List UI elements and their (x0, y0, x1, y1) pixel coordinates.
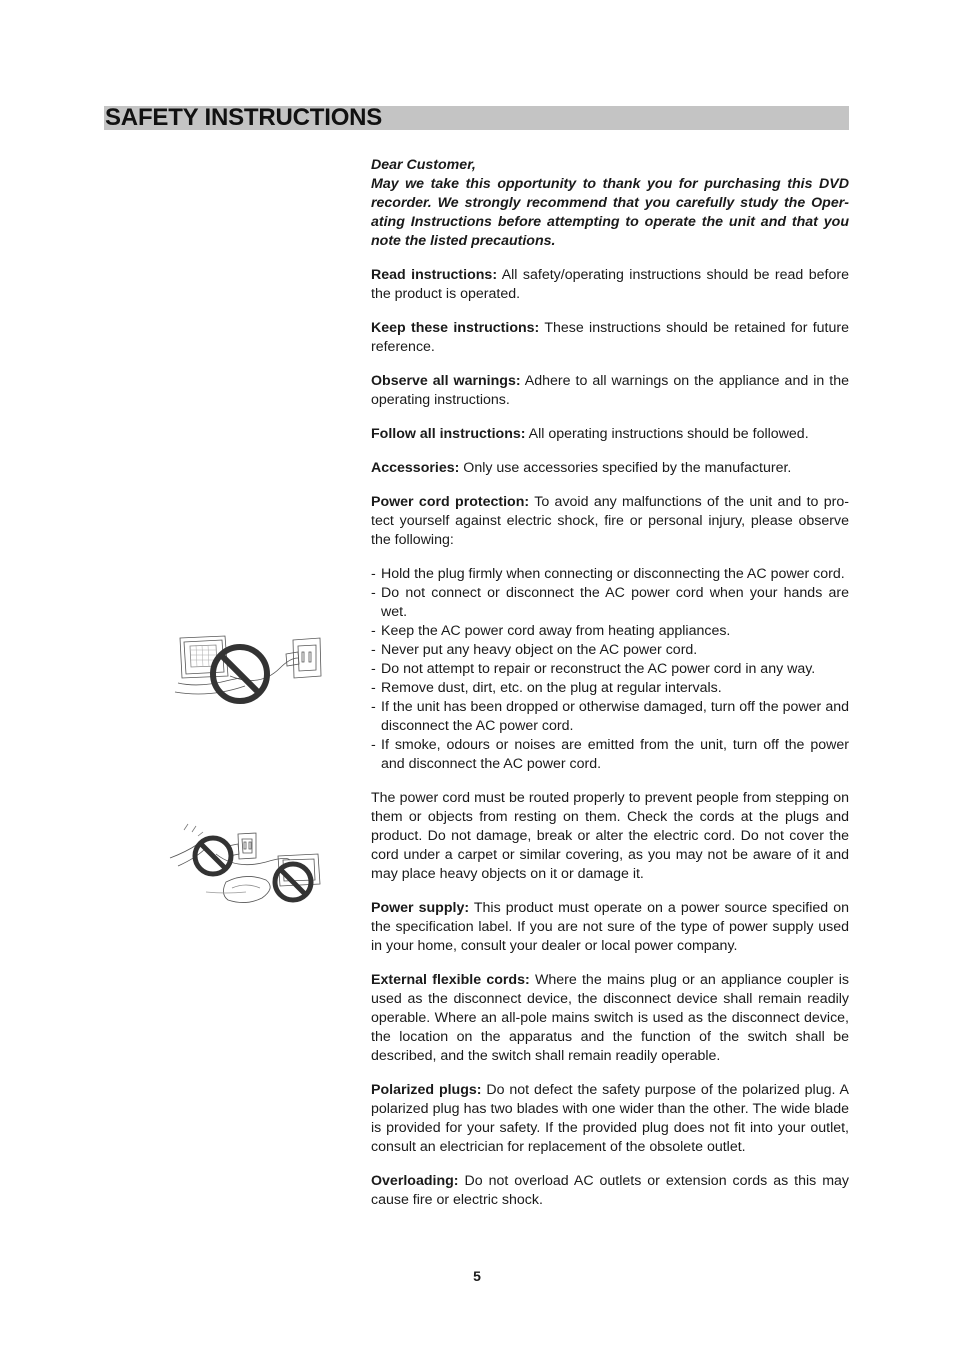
intro-body: May we take this opportunity to thank you for purchasing this DVD recorder. We strongly recommend that you carefully study the Oper-ating Instructions before attempting to operate the unit and that you note the listed precautions. (371, 176, 849, 249)
keep-text: These instructions should be retained for future reference. (371, 320, 850, 355)
read-instructions (371, 266, 849, 304)
accessories-label: Accessories: (371, 460, 460, 476)
power-supply-label: Power supply: (371, 900, 470, 916)
power-supply (371, 899, 849, 956)
power-cord-illustration-1 (170, 628, 330, 708)
prohibition-icon (195, 838, 231, 874)
follow-text: All operating instructions should be followed. (525, 426, 809, 442)
list-item: - Do not connect or disconnect the AC power cord when your hands are wet. (371, 584, 849, 622)
list-item: - Hold the plug firmly when connecting or disconnecting the AC power cord. (371, 565, 849, 584)
list-item: - If smoke, odours or noises are emitted from the unit, turn off the power and disconnect the AC power cord. (371, 736, 849, 774)
list-item: - Keep the AC power cord away from heating appliances. (371, 622, 849, 641)
read-label: Read instructions: (371, 267, 498, 283)
read-text: All safety/operating instructions should be read before the product is operated. (371, 267, 849, 302)
observe-label: Observe all warnings: (371, 373, 521, 389)
polarized-plugs (371, 1081, 849, 1157)
power-cord-protection (371, 493, 849, 550)
overloading-label: Overloading: (371, 1173, 459, 1189)
greeting: Dear Customer, (371, 157, 476, 173)
main-content (371, 156, 849, 1225)
external-text: Where the mains plug or an appliance coupler is used as the disconnect device, the disconnect device shall remain readily operable. Where an all-pole mains switch is used as the disconnect device, the location on the apparatus and the function of the switch shall be described, and the switch shall remain readily operable. (371, 972, 849, 1064)
page-number: 5 (473, 1268, 481, 1284)
routing-paragraph: The power cord must be routed properly to prevent people from stepping on them or objects from resting on them. Check the cords at the plugs and product. Do not damage, break or alter the electric cord. Do not cover the cord under a carpet or similar covering, as you may not be aware of it and may place heavy objects on it or damage it. (371, 790, 849, 882)
overloading-text: Do not overload AC outlets or extension cords as this may cause fire or electric shock. (371, 1173, 849, 1208)
power-cord-list (371, 565, 849, 774)
accessories (371, 459, 849, 478)
external-flexible-cords (371, 971, 849, 1066)
overloading (371, 1172, 849, 1210)
list-item: - If the unit has been dropped or otherwise damaged, turn off the power and disconnect the AC power cord. (371, 698, 849, 736)
title-bar (104, 106, 849, 130)
observe-text: Adhere to all warnings on the appliance and in the operating instructions. (371, 373, 849, 408)
intro-paragraph (371, 156, 849, 251)
power-cord-label: Power cord protection: (371, 494, 530, 510)
observe-warnings (371, 372, 849, 410)
power-cord-text: To avoid any malfunctions of the unit and to pro-tect yourself against electric shock, fire or personal injury, please observe the following: (371, 494, 849, 548)
power-cord-illustration-2 (166, 822, 326, 907)
external-label: External flexible cords: (371, 972, 530, 988)
prohibition-icon (275, 864, 311, 900)
polarized-text: Do not defect the safety purpose of the polarized plug. A polarized plug has two blades with one wider than the other. The wide blade is provided for your safety. If the provided plug does not fit into your outlet, consult an electrician for replacement of the obsolete outlet. (371, 1082, 849, 1155)
follow-label: Follow all instructions: (371, 426, 526, 442)
page-title: SAFETY INSTRUCTIONS (105, 104, 383, 131)
prohibition-icon (213, 647, 267, 701)
accessories-text: Only use accessories specified by the manufacturer. (459, 460, 792, 476)
list-item: - Never put any heavy object on the AC power cord. (371, 641, 849, 660)
power-supply-text: This product must operate on a power source specified on the specification label. If you are not sure of the type of power supply used in your home, consult your dealer or local power company. (371, 900, 849, 954)
polarized-label: Polarized plugs: (371, 1082, 482, 1098)
list-item: - Do not attempt to repair or reconstruct the AC power cord in any way. (371, 660, 849, 679)
list-item: - Remove dust, dirt, etc. on the plug at regular intervals. (371, 679, 849, 698)
keep-instructions (371, 319, 849, 357)
follow-instructions (371, 425, 849, 444)
keep-label: Keep these instructions: (371, 320, 540, 336)
